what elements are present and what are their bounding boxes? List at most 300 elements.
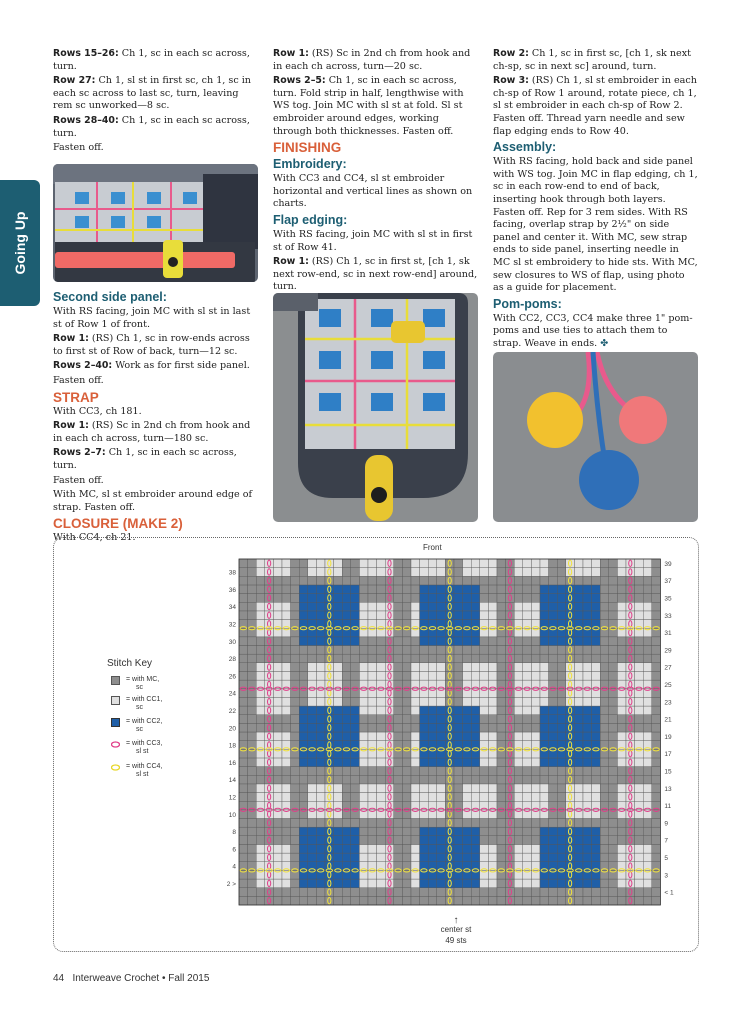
- chart-cell: [531, 697, 540, 706]
- chart-cell: [454, 775, 463, 784]
- chart-cell: [342, 568, 351, 577]
- chart-cell: [617, 844, 626, 853]
- chart-cell: [514, 784, 523, 793]
- chart-cell: [428, 637, 437, 646]
- chart-cell: [248, 784, 257, 793]
- chart-cell: [488, 793, 497, 802]
- chart-cell: [334, 646, 343, 655]
- chart-cell: [239, 732, 248, 741]
- chart-cell: [351, 879, 360, 888]
- chart-cell: [273, 585, 282, 594]
- chart-cell: [540, 646, 549, 655]
- chart-cell: [540, 793, 549, 802]
- chart-cell: [497, 879, 506, 888]
- chart-cell: [334, 775, 343, 784]
- chart-cell: [600, 671, 609, 680]
- chart-cell: [643, 646, 652, 655]
- chart-cell: [480, 819, 489, 828]
- chart-cell: [299, 671, 308, 680]
- chart-cell: [583, 784, 592, 793]
- chart-cell: [643, 602, 652, 611]
- fasten-off-text: Fasten off.: [53, 142, 104, 154]
- chart-cell: [342, 775, 351, 784]
- key-label: = with CC1,: [126, 696, 163, 703]
- chart-cell: [282, 568, 291, 577]
- chart-cell: [523, 767, 532, 776]
- chart-cell: [316, 715, 325, 724]
- chart-cell: [480, 637, 489, 646]
- chart-cell: [308, 888, 317, 897]
- chart-cell: [557, 896, 566, 905]
- chart-cell: [652, 758, 661, 767]
- chart-cell: [316, 637, 325, 646]
- chart-cell: [540, 697, 549, 706]
- chart-cell: [351, 715, 360, 724]
- chart-cell: [540, 568, 549, 577]
- chart-cell: [256, 784, 265, 793]
- chart-cell: [420, 637, 429, 646]
- chart-cell: [583, 611, 592, 620]
- chart-cell: [359, 654, 368, 663]
- chart-cell: [316, 767, 325, 776]
- chart-cell: [531, 819, 540, 828]
- row-number: 16: [228, 759, 236, 767]
- step-text: Ch 1, sc in each sc across, turn.: [53, 114, 250, 139]
- chart-cell: [557, 654, 566, 663]
- chart-cell: [359, 819, 368, 828]
- chart-cell: [497, 888, 506, 897]
- chart-cell: [308, 559, 317, 568]
- chart-cell: [574, 784, 583, 793]
- chart-cell: [600, 775, 609, 784]
- chart-cell: [652, 715, 661, 724]
- chart-cell: [437, 784, 446, 793]
- chart-cell: [592, 697, 601, 706]
- chart-cell: [454, 715, 463, 724]
- chart-cell: [334, 827, 343, 836]
- chart-cell: [514, 697, 523, 706]
- step-text: Ch 1, sc in each sc across, turn.: [53, 447, 237, 471]
- chart-cell: [557, 758, 566, 767]
- chart-cell: [291, 758, 300, 767]
- chart-cell: [635, 697, 644, 706]
- chart-cell: [557, 671, 566, 680]
- chart-cell: [248, 663, 257, 672]
- chart-cell: [557, 827, 566, 836]
- chart-cell: [600, 602, 609, 611]
- chart-cell: [411, 819, 420, 828]
- chart-cell: [368, 827, 377, 836]
- chart-cell: [454, 602, 463, 611]
- chart-cell: [368, 594, 377, 603]
- chart-cell: [557, 767, 566, 776]
- chart-cell: [437, 646, 446, 655]
- step-text: (RS) Ch 1, sc in row-ends across to first st of Row of back, turn—12 sc.: [53, 333, 250, 357]
- key-label: = with CC3,: [126, 740, 163, 747]
- chart-cell: [256, 836, 265, 845]
- chart-cell: [600, 723, 609, 732]
- chart-cell: [531, 576, 540, 585]
- chart-cell: [394, 819, 403, 828]
- chart-cell: [497, 611, 506, 620]
- chart-cell: [359, 637, 368, 646]
- chart-cell: [359, 853, 368, 862]
- chart-cell: [248, 568, 257, 577]
- chart-cell: [256, 888, 265, 897]
- chart-cell: [463, 594, 472, 603]
- chart-cell: [282, 819, 291, 828]
- chart-cell: [428, 732, 437, 741]
- chart-cell: [514, 879, 523, 888]
- chart-cell: [463, 654, 472, 663]
- chart-cell: [592, 559, 601, 568]
- chart-cell: [239, 594, 248, 603]
- chart-cell: [523, 888, 532, 897]
- chart-cell: [471, 879, 480, 888]
- chart-cell: [454, 758, 463, 767]
- photo-bag-side: [53, 164, 258, 282]
- chart-cell: [574, 646, 583, 655]
- chart-cell: [291, 819, 300, 828]
- chart-cell: [437, 594, 446, 603]
- chart-cell: [583, 646, 592, 655]
- chart-cell: [282, 594, 291, 603]
- chart-cell: [635, 879, 644, 888]
- chart-cell: [342, 888, 351, 897]
- chart-cell: [351, 602, 360, 611]
- chart-cell: [256, 715, 265, 724]
- chart-cell: [514, 767, 523, 776]
- chart-cell: [377, 697, 386, 706]
- chart-cell: [523, 723, 532, 732]
- chart-cell: [299, 732, 308, 741]
- chart-cell: [402, 732, 411, 741]
- chart-cell: [411, 732, 420, 741]
- chart-cell: [557, 723, 566, 732]
- chart-cell: [256, 723, 265, 732]
- chart-cell: [342, 706, 351, 715]
- chart-cell: [652, 663, 661, 672]
- chart-cell: [299, 654, 308, 663]
- chart-cell: [635, 732, 644, 741]
- chart-cell: [342, 879, 351, 888]
- chart-cell: [394, 879, 403, 888]
- chart-cell: [583, 559, 592, 568]
- chart-cell: [299, 568, 308, 577]
- chart-cell: [583, 793, 592, 802]
- chart-cell: [609, 758, 618, 767]
- chart-cell: [342, 732, 351, 741]
- chart-cell: [592, 819, 601, 828]
- chart-cell: [368, 646, 377, 655]
- chart-cell: [377, 646, 386, 655]
- step-text: (RS) Sc in 2nd ch from hook and in each ch across, turn—180 sc.: [53, 420, 251, 444]
- chart-cell: [480, 844, 489, 853]
- chart-cell: [574, 594, 583, 603]
- chart-cell: [428, 888, 437, 897]
- chart-cell: [592, 836, 601, 845]
- chart-cell: [359, 723, 368, 732]
- chart-cell: [291, 654, 300, 663]
- chart-cell: [420, 784, 429, 793]
- chart-cell: [316, 827, 325, 836]
- chart-cell: [635, 637, 644, 646]
- chart-cell: [609, 611, 618, 620]
- chart-cell: [368, 784, 377, 793]
- chart-cell: [463, 758, 472, 767]
- chart-cell: [471, 576, 480, 585]
- chart-cell: [402, 706, 411, 715]
- chart-cell: [617, 706, 626, 715]
- chart-cell: [592, 663, 601, 672]
- chart-cell: [523, 784, 532, 793]
- chart-cell: [428, 896, 437, 905]
- chart-cell: [549, 602, 558, 611]
- chart-cell: [514, 594, 523, 603]
- chart-cell: [402, 568, 411, 577]
- strap-heading: STRAP: [53, 389, 99, 405]
- row-number: 20: [228, 725, 236, 733]
- chart-cell: [635, 602, 644, 611]
- chart-cell: [316, 585, 325, 594]
- chart-cell: [420, 767, 429, 776]
- chart-cell: [377, 594, 386, 603]
- chart-cell: [583, 637, 592, 646]
- chart-cell: [635, 758, 644, 767]
- chart-cell: [531, 784, 540, 793]
- chart-cell: [342, 671, 351, 680]
- chart-cell: [454, 723, 463, 732]
- chart-cell: [342, 646, 351, 655]
- row-number: 3: [664, 872, 669, 880]
- chart-cell: [248, 646, 257, 655]
- chart-cell: [359, 663, 368, 672]
- chart-cell: [256, 585, 265, 594]
- chart-cell: [377, 663, 386, 672]
- chart-cell: [316, 663, 325, 672]
- chart-cell: [600, 594, 609, 603]
- chart-cell: [574, 568, 583, 577]
- chart-cell: [420, 723, 429, 732]
- chart-cell: [463, 697, 472, 706]
- chart-cell: [256, 611, 265, 620]
- chart-cell: [652, 602, 661, 611]
- key-sub: sc: [136, 726, 143, 733]
- chart-cell: [282, 775, 291, 784]
- chart-cell: [531, 896, 540, 905]
- chart-cell: [316, 654, 325, 663]
- step-text: Ch 1, sc in first sc, [ch 1, sk next ch-sp, sc in next sc] around, turn.: [493, 48, 691, 72]
- chart-cell: [248, 585, 257, 594]
- chart-cell: [368, 732, 377, 741]
- chart-cell: [609, 836, 618, 845]
- row-number: 13: [664, 785, 672, 793]
- chart-cell: [291, 767, 300, 776]
- chart-cell: [282, 706, 291, 715]
- pompoms-heading: Pom-poms:: [493, 296, 562, 311]
- chart-cell: [248, 775, 257, 784]
- chart-cell: [635, 646, 644, 655]
- chart-cell: [635, 844, 644, 853]
- chart-cell: [308, 654, 317, 663]
- chart-cell: [334, 697, 343, 706]
- chart-cell: [643, 767, 652, 776]
- chart-cell: [600, 637, 609, 646]
- chart-cell: [643, 611, 652, 620]
- chart-cell: [583, 732, 592, 741]
- chart-cell: [635, 836, 644, 845]
- chart-cell: [643, 715, 652, 724]
- chart-cell: [368, 611, 377, 620]
- chart-cell: [514, 723, 523, 732]
- chart-cell: [480, 732, 489, 741]
- chart-cell: [308, 732, 317, 741]
- chart-cell: [609, 585, 618, 594]
- chart-cell: [342, 758, 351, 767]
- chart-cell: [514, 585, 523, 594]
- chart-cell: [377, 888, 386, 897]
- chart-cell: [282, 767, 291, 776]
- chart-cell: [523, 654, 532, 663]
- chart-cell: [394, 585, 403, 594]
- chart-cell: [411, 602, 420, 611]
- chart-cell: [583, 602, 592, 611]
- chart-cell: [411, 594, 420, 603]
- chart-cell: [334, 888, 343, 897]
- chart-cell: [463, 896, 472, 905]
- chart-cell: [497, 697, 506, 706]
- chart-cell: [497, 784, 506, 793]
- chart-cell: [428, 663, 437, 672]
- chart-cell: [463, 732, 472, 741]
- chart-cell: [463, 646, 472, 655]
- chart-cell: [351, 888, 360, 897]
- chart-cell: [583, 853, 592, 862]
- chart-cell: [351, 646, 360, 655]
- chart-cell: [299, 853, 308, 862]
- chart-cell: [282, 827, 291, 836]
- row-number: 38: [228, 569, 236, 577]
- chart-cell: [256, 576, 265, 585]
- chart-cell: [574, 723, 583, 732]
- chart-cell: [514, 559, 523, 568]
- chart-cell: [256, 594, 265, 603]
- chart-cell: [291, 715, 300, 724]
- chart-cell: [574, 637, 583, 646]
- chart-cell: [248, 637, 257, 646]
- chart-cell: [514, 844, 523, 853]
- chart-cell: [437, 611, 446, 620]
- chart-cell: [463, 836, 472, 845]
- chart-cell: [592, 758, 601, 767]
- chart-cell: [609, 646, 618, 655]
- row-number: 4: [232, 863, 236, 871]
- chart-cell: [420, 602, 429, 611]
- chart-cell: [428, 827, 437, 836]
- chart-cell: [463, 827, 472, 836]
- chart-cell: [334, 594, 343, 603]
- chart-cell: [549, 844, 558, 853]
- row-number: 6: [232, 846, 236, 854]
- chart-cell: [471, 637, 480, 646]
- chart-cell: [428, 602, 437, 611]
- chart-cell: [549, 767, 558, 776]
- chart-cell: [574, 853, 583, 862]
- chart-cell: [248, 879, 257, 888]
- chart-cell: [342, 697, 351, 706]
- chart-cell: [523, 819, 532, 828]
- chart-cell: [308, 784, 317, 793]
- chart-cell: [291, 646, 300, 655]
- chart-cell: [411, 637, 420, 646]
- chart-cell: [592, 654, 601, 663]
- chart-cell: [583, 827, 592, 836]
- chart-cell: [402, 767, 411, 776]
- chart-cell: [574, 611, 583, 620]
- chart-cell: [273, 602, 282, 611]
- chart-cell: [592, 767, 601, 776]
- row-number: 8: [232, 829, 236, 837]
- chart-cell: [316, 568, 325, 577]
- chart-cell: [635, 793, 644, 802]
- step-label: Row 1:: [53, 333, 89, 345]
- chart-cell: [549, 888, 558, 897]
- chart-cell: [549, 793, 558, 802]
- chart-cell: [420, 646, 429, 655]
- chart-cell: [635, 767, 644, 776]
- chart-cell: [583, 844, 592, 853]
- chart-cell: [635, 559, 644, 568]
- chart-cell: [342, 793, 351, 802]
- chart-cell: [471, 559, 480, 568]
- chart-cell: [540, 706, 549, 715]
- chart-cell: [437, 568, 446, 577]
- step-text: Ch 1, sc in each sc across, turn.: [53, 48, 250, 72]
- chart-cell: [351, 793, 360, 802]
- sts-count-label: 49 sts: [445, 936, 467, 945]
- chart-cell: [454, 793, 463, 802]
- chart-cell: [523, 896, 532, 905]
- photo-pompoms: [493, 352, 698, 522]
- chart-cell: [574, 697, 583, 706]
- chart-cell: [256, 654, 265, 663]
- chart-cell: [377, 853, 386, 862]
- chart-cell: [609, 819, 618, 828]
- chart-cell: [574, 827, 583, 836]
- chart-cell: [437, 663, 446, 672]
- chart-cell: [557, 568, 566, 577]
- chart-cell: [471, 663, 480, 672]
- chart-cell: [480, 706, 489, 715]
- chart-cell: [394, 602, 403, 611]
- chart-cell: [377, 706, 386, 715]
- chart-cell: [239, 663, 248, 672]
- chart-cell: [488, 715, 497, 724]
- chart-cell: [308, 602, 317, 611]
- chart-cell: [428, 784, 437, 793]
- chart-cell: [437, 732, 446, 741]
- chart-cell: [342, 559, 351, 568]
- chart-cell: [531, 844, 540, 853]
- chart-cell: [308, 568, 317, 577]
- step-label: Rows 2–7:: [53, 447, 106, 459]
- chart-cell: [531, 654, 540, 663]
- chart-cell: [531, 793, 540, 802]
- chart-cell: [583, 663, 592, 672]
- chart-cell: [437, 879, 446, 888]
- chart-cell: [239, 559, 248, 568]
- chart-cell: [480, 602, 489, 611]
